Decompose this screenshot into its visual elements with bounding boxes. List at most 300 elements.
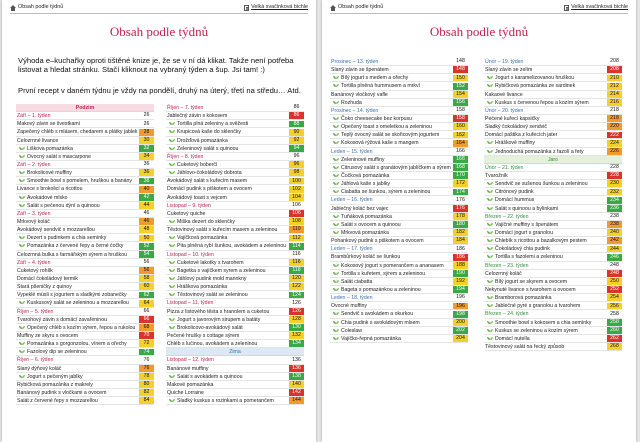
recipe-entry[interactable] [484,343,622,351]
recipe-entry[interactable] [166,316,304,324]
recipe-entry[interactable] [166,128,304,136]
page-number: 114 [289,243,304,250]
week-heading[interactable] [330,107,468,115]
week-heading[interactable] [484,58,622,66]
entry-label: Čoko cheesecake bez korpusu [341,115,412,122]
recipe-entry[interactable] [484,286,622,294]
recipe-entry[interactable] [16,234,154,242]
recipe-entry[interactable] [484,74,622,82]
recipe-entry[interactable] [330,253,468,261]
recipe-entry[interactable] [484,148,622,156]
page-number: 106 [289,210,304,217]
vegetarian-leaf-icon [487,190,493,195]
page-number: 94 [289,145,304,152]
week-heading[interactable] [484,310,622,318]
page-header [330,3,628,12]
recipe-entry[interactable] [330,286,468,294]
vegetarian-leaf-icon [169,293,175,298]
vegetarian-leaf-icon [333,190,339,195]
entry-label: Ovocné muffiny [331,303,367,310]
recipe-entry[interactable] [166,242,304,250]
recipe-entry[interactable] [484,91,622,99]
recipe-entry[interactable] [330,74,468,82]
recipe-entry[interactable] [16,226,154,234]
vegetarian-leaf-icon [19,244,25,249]
recipe-entry[interactable] [484,302,622,310]
recipe-entry[interactable] [166,120,304,128]
page-number: 192 [453,278,468,285]
recipe-entry[interactable] [484,335,622,343]
page-number: 122 [289,283,304,290]
recipe-entry[interactable] [484,180,622,188]
vegetarian-leaf-icon [19,326,25,331]
page-number: 158 [456,107,465,114]
recipe-entry[interactable] [166,340,304,348]
recipe-entry[interactable] [16,242,154,250]
week-heading[interactable] [166,104,304,112]
vegetarian-leaf-icon [19,179,25,184]
recipe-entry[interactable] [484,294,622,302]
vegetarian-leaf-icon [487,239,493,244]
vegetarian-leaf-icon [487,329,493,334]
vegetarian-leaf-icon [487,304,493,309]
page-number: 84 [139,397,154,404]
entry-label: Domácí pudink s piškotem a ovocem [167,186,252,193]
recipe-entry[interactable] [330,139,468,147]
page-number: 228 [610,164,619,171]
entry-label: Avokádové mlsko [27,194,68,201]
vegetarian-leaf-icon [19,301,25,306]
entry-label: Leden – 18. týden [331,295,373,302]
page-number: 160 [453,123,468,130]
entry-label: Celozrnný koláč [485,270,522,277]
recipe-entry[interactable] [16,153,154,161]
recipe-entry[interactable] [330,205,468,213]
recipe-entry[interactable] [16,397,154,405]
entry-label: Slaný závin se zelím [485,67,533,74]
vegetarian-leaf-icon [333,312,339,317]
vegetarian-leaf-icon [19,350,25,355]
recipe-entry[interactable] [330,66,468,74]
recipe-entry[interactable] [330,164,468,172]
entry-label: Jáhlová kaše s jablky [341,181,391,188]
vegetarian-leaf-icon [169,139,175,144]
page-number: 48 [139,226,154,233]
page-number: 152 [453,83,468,90]
entry-label: Ciabatta se šunkou, sýrem a zeleninou [341,189,431,196]
page-number: 262 [607,335,622,342]
page-number: 208 [607,66,622,73]
recipe-entry[interactable] [166,161,304,169]
page-number: 202 [453,327,468,334]
recipe-entry[interactable] [330,327,468,335]
page-number: 132 [289,332,304,339]
vegetarian-leaf-icon [333,76,339,81]
entry-label: Bílý jogurt se skyrem a ovocem [495,278,568,285]
recipe-entry[interactable] [16,120,154,128]
vegetarian-leaf-icon [333,272,339,277]
recipe-entry[interactable] [484,66,622,74]
vegetarian-leaf-icon [19,236,25,241]
document-icon [564,5,569,11]
page-number: 170 [453,172,468,179]
entry-label: Makové pomazánka [167,381,214,388]
recipe-entry[interactable] [166,137,304,145]
recipe-entry[interactable] [330,82,468,90]
page-number: 254 [607,294,622,301]
recipe-entry[interactable] [484,123,622,131]
recipe-entry[interactable] [484,139,622,147]
recipe-entry[interactable] [330,131,468,139]
recipe-entry[interactable] [16,316,154,324]
week-heading[interactable] [484,262,622,270]
entry-label: Čočková pomazánka [341,172,390,179]
recipe-entry[interactable] [330,237,468,245]
page-number: 54 [139,251,154,258]
page-number: 76 [139,365,154,372]
page-number: 194 [453,286,468,293]
entry-label: Tuňáková pomazánka [341,213,392,220]
week-heading[interactable] [16,112,154,120]
entry-label: Jogurt s karamelizovanou hruškou [495,75,575,82]
recipe-entry[interactable] [166,210,304,218]
recipe-entry[interactable] [166,397,304,405]
week-heading[interactable] [484,213,622,221]
entry-label: Pečené hrušky s cottage sýrem [167,332,240,339]
recipe-entry[interactable] [16,218,154,226]
page-number: 130 [289,324,304,331]
recipe-entry[interactable] [330,262,468,270]
recipe-entry[interactable] [330,335,468,343]
recipe-entry[interactable] [330,99,468,107]
page-number: 176 [453,205,468,212]
season-heading [166,348,304,356]
vegetarian-leaf-icon [333,174,339,179]
recipe-entry[interactable] [16,169,154,177]
vegetarian-leaf-icon [487,84,493,89]
recipe-entry[interactable] [166,291,304,299]
entry-label: Vajíčková pomazánka [177,235,228,242]
page-number: 56 [139,267,154,274]
home-icon [330,5,336,11]
page-number: 46 [139,218,154,225]
entry-label: Říjen – 5. týden [17,308,54,315]
page-number: 228 [607,172,622,179]
entry-label: Leden – 15. týden [331,148,373,155]
recipe-entry[interactable] [330,213,468,221]
vegetarian-leaf-icon [19,155,25,160]
recipe-entry[interactable] [330,156,468,164]
recipe-entry[interactable] [330,172,468,180]
entry-label: Bagetka s vajíčkem syrem a zeleninou [177,267,266,274]
entry-label: Celozrnné livance [17,137,59,144]
week-heading[interactable] [16,259,154,267]
page-number: 190 [453,270,468,277]
page-number: 26 [143,112,150,119]
entry-label: Celozrnná bulka s farmářským sýrem a hruškou [17,251,127,258]
recipe-entry[interactable] [166,373,304,381]
recipe-entry[interactable] [330,229,468,237]
week-heading[interactable] [166,153,304,161]
recipe-entry[interactable] [484,270,622,278]
entry-label: Září – 1. týden [17,113,51,120]
recipe-entry[interactable] [484,188,622,196]
entry-label: Březen – 24. týden [485,311,529,318]
shopping-link[interactable]: Velká svačinková bichle [244,3,308,12]
recipe-entry[interactable] [16,275,154,283]
vegetarian-leaf-icon [333,329,339,334]
recipe-entry[interactable] [16,194,154,202]
week-heading[interactable] [16,356,154,364]
recipe-entry[interactable] [16,348,154,356]
recipe-entry[interactable] [16,332,154,340]
home-link[interactable]: Obsah podle týdnů [10,3,63,12]
page-number: 208 [610,58,619,65]
recipe-entry[interactable] [484,205,622,213]
page-number: 68 [139,324,154,331]
vegetarian-leaf-icon [333,215,339,220]
recipe-entry[interactable] [330,270,468,278]
page-number: 76 [143,356,150,363]
recipe-entry[interactable] [484,82,622,90]
recipe-entry[interactable] [166,381,304,389]
entry-label: Kuskusový salát se zeleninou a mozzarellou [27,300,129,307]
recipe-entry[interactable] [330,115,468,123]
recipe-entry[interactable] [484,99,622,107]
week-heading[interactable] [166,251,304,259]
week-heading[interactable] [16,161,154,169]
entry-label: Únor – 19. týden [485,59,524,65]
recipe-entry[interactable] [330,91,468,99]
entry-label: Sendvič se sušenou šunkou a zeleninou [495,181,588,188]
page-number: 136 [292,356,301,363]
entry-label: Leden – 17. týden [331,246,373,253]
recipe-entry[interactable] [166,145,304,153]
entry-label: Brokolicovo-avokádový salát [177,324,243,331]
page-number: 218 [607,115,622,122]
page-number: 224 [607,140,622,147]
vegetarian-leaf-icon [333,141,339,146]
header-divider [330,13,628,14]
recipe-entry[interactable] [166,112,304,120]
recipe-entry[interactable] [16,299,154,307]
recipe-entry[interactable] [484,221,622,229]
page-number: 36 [143,161,150,168]
recipe-entry[interactable] [330,278,468,286]
entry-label: Liškova pomazánka [27,145,73,152]
recipe-entry[interactable] [484,115,622,123]
entry-label: Pečené kuřecí kapsičky [485,115,540,122]
page-number: 124 [289,292,304,299]
recipe-entry[interactable] [166,324,304,332]
recipe-entry[interactable] [484,245,622,253]
page-number: 196 [456,294,465,301]
recipe-entry[interactable] [330,123,468,131]
recipe-entry[interactable] [16,291,154,299]
page-number: 166 [453,156,468,163]
page-number: 128 [289,316,304,323]
entry-label: Banánový vločkový vafle [331,91,388,98]
recipe-entry[interactable] [166,365,304,373]
recipe-entry[interactable] [166,194,304,202]
recipe-entry[interactable] [16,202,154,210]
page-number: 34 [139,153,154,160]
recipe-entry[interactable] [166,185,304,193]
week-heading[interactable] [330,58,468,66]
week-heading[interactable] [166,299,304,307]
recipe-entry[interactable] [16,381,154,389]
page-number: 40 [139,186,154,193]
page-number: 246 [607,254,622,261]
recipe-entry[interactable] [16,137,154,145]
page-number: 234 [607,197,622,204]
recipe-entry[interactable] [166,275,304,283]
page-number: 64 [139,300,154,307]
toc-column-right-2 [484,58,622,351]
recipe-entry[interactable] [330,302,468,310]
vegetarian-leaf-icon [487,101,493,106]
page-number: 102 [289,186,304,193]
entry-label: Brokolicové muffiny [27,170,72,177]
recipe-entry[interactable] [16,267,154,275]
recipe-entry[interactable] [16,128,154,136]
recipe-entry[interactable] [484,253,622,261]
entry-label: Rybičková pomazánka z makrely [17,381,93,388]
page-header [10,3,308,12]
entry-label: Říjen – 6. týden [17,357,54,364]
recipe-entry[interactable] [484,229,622,237]
recipe-entry[interactable] [16,145,154,153]
home-link[interactable]: Obsah podle týdnů [330,3,383,12]
week-heading[interactable] [16,210,154,218]
vegetarian-leaf-icon [333,321,339,326]
page-number: 116 [289,259,304,266]
recipe-entry[interactable] [166,218,304,226]
season-heading [484,156,622,164]
vegetarian-leaf-icon [333,223,339,228]
vegetarian-leaf-icon [169,261,175,266]
entry-label: Zeleninový salát s quinoou [177,145,239,152]
page-number: 258 [610,310,619,317]
home-icon [10,5,16,11]
entry-label: Listopad – 11. týden [167,300,214,307]
recipe-entry[interactable] [484,327,622,335]
page-right [322,0,636,442]
recipe-entry[interactable] [484,196,622,204]
header-divider [10,13,308,14]
vegetarian-leaf-icon [333,288,339,293]
week-heading[interactable] [166,356,304,364]
entry-label: Chléb s lučinou, avokádem a zeleninou [167,341,258,348]
entry-label: Hráškové muffiny [495,140,535,147]
recipe-entry[interactable] [16,283,154,291]
recipe-entry[interactable] [166,308,304,316]
page-number: 238 [607,221,622,228]
recipe-entry[interactable] [166,169,304,177]
vegetarian-leaf-icon [169,326,175,331]
recipe-entry[interactable] [16,389,154,397]
recipe-entry[interactable] [16,324,154,332]
week-heading[interactable] [484,164,622,172]
recipe-entry[interactable] [484,237,622,245]
recipe-entry[interactable] [166,332,304,340]
recipe-entry[interactable] [330,180,468,188]
page-number: 92 [289,137,304,144]
recipe-entry[interactable] [166,389,304,397]
recipe-entry[interactable] [16,373,154,381]
page-number: 126 [289,308,304,315]
recipe-entry[interactable] [330,188,468,196]
vegetarian-leaf-icon [487,296,493,301]
week-heading[interactable] [330,294,468,302]
page-number: 196 [453,303,468,310]
week-heading[interactable] [16,308,154,316]
week-heading[interactable] [484,107,622,115]
recipe-entry[interactable] [16,365,154,373]
page-number: 164 [453,140,468,147]
entry-label: Bílý jogurt s medem a ořechy [341,75,409,82]
recipe-entry[interactable] [484,172,622,180]
week-heading[interactable] [330,196,468,204]
recipe-entry[interactable] [166,283,304,291]
vegetarian-leaf-icon [487,337,493,342]
page-number: 176 [456,196,465,203]
recipe-entry[interactable] [330,221,468,229]
page-number: 212 [607,83,622,90]
recipe-entry[interactable] [166,259,304,267]
entry-label: Čokoládový chia pudink [495,246,550,253]
entry-label: Salát s ovocem a quinoou [341,221,401,228]
page-number: 70 [139,332,154,339]
vegetarian-leaf-icon [487,182,493,187]
week-heading[interactable] [330,148,468,156]
recipe-entry[interactable] [16,177,154,185]
recipe-entry[interactable] [16,251,154,259]
vegetarian-leaf-icon [333,125,339,130]
recipe-entry[interactable] [16,340,154,348]
recipe-entry[interactable] [16,185,154,193]
entry-label: Banánové muffiny [167,365,209,372]
recipe-entry[interactable] [166,226,304,234]
week-heading[interactable] [330,245,468,253]
entry-label: Citrusový salát s granátovým jablíčkem a sýrem [341,164,451,171]
entry-label: Jablečný koláč bez vajec [331,205,389,212]
recipe-entry[interactable] [330,310,468,318]
page-number: 82 [139,389,154,396]
week-heading[interactable] [166,202,304,210]
entry-label: Miška dezert do sklenčky [177,218,235,225]
recipe-entry[interactable] [484,278,622,286]
page-number: 158 [453,115,468,122]
entry-label: Říjen – 8. týden [167,153,204,160]
vegetarian-leaf-icon [169,147,175,152]
page-number: 178 [453,213,468,220]
entry-label: Rozhuda [341,99,362,106]
shopping-link[interactable]: Velká svačinková bichle [564,3,628,12]
entry-label: Muffiny ze skyru s ovocem [17,332,79,339]
recipe-entry[interactable] [484,319,622,327]
recipe-entry[interactable] [166,267,304,275]
page-number: 116 [292,250,301,257]
entry-label: Pita plněná rybí šunkou, avokádem a zeleninou [177,243,287,250]
entry-label: Domácí paštika z kuřecích jater [485,132,558,139]
vegetarian-leaf-icon [333,158,339,163]
recipe-entry[interactable] [330,319,468,327]
recipe-entry[interactable] [166,177,304,185]
recipe-entry[interactable] [166,234,304,242]
recipe-entry[interactable] [484,131,622,139]
vegetarian-leaf-icon [487,255,493,260]
